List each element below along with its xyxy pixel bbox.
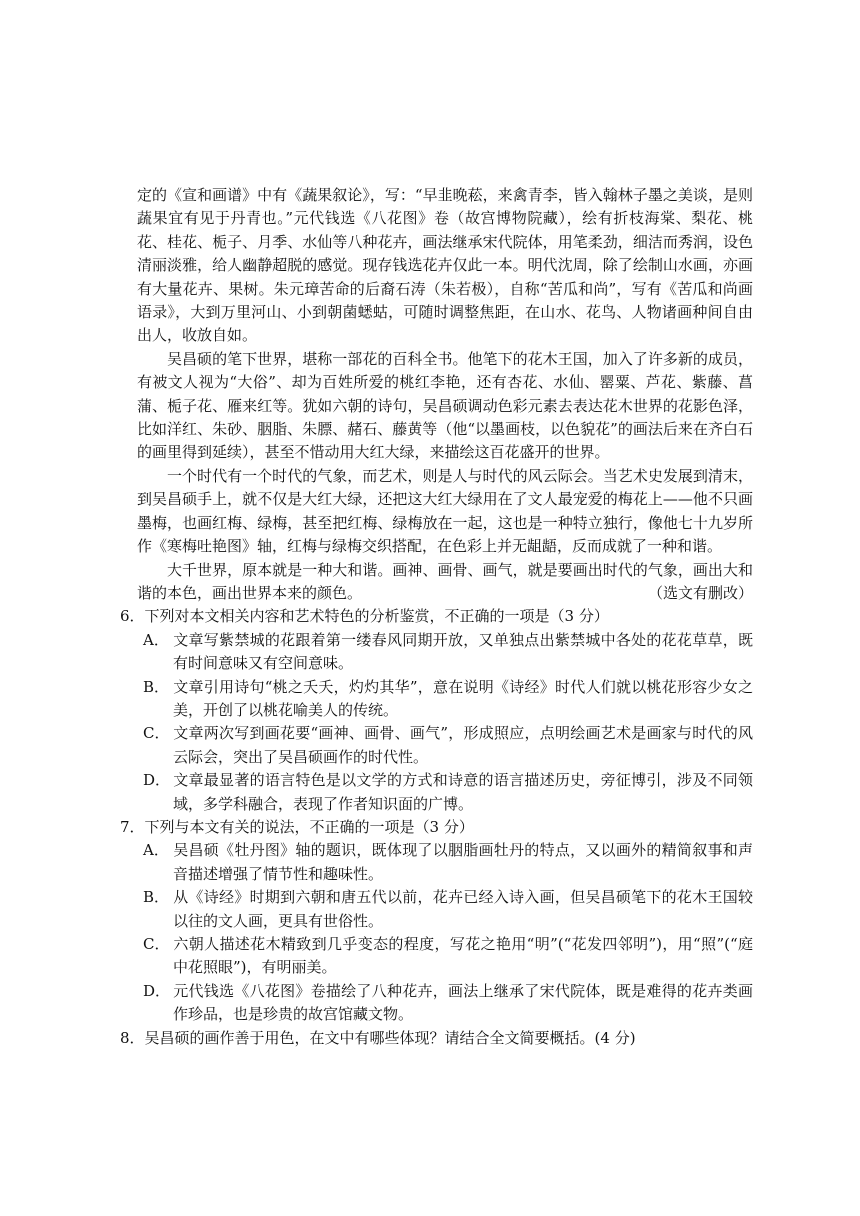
option-letter: B． — [143, 677, 170, 696]
passage-paragraph-1: 定的《宣和画谱》中有《蔬果叙论》，写：“早韭晚菘，来禽青李，皆入翰林子墨之美谈，是则蔬果宜有见于丹青也。”元代钱选《八花图》卷（故宫博物院藏），绘有折枝海棠、梨花、桃花、桂花、栀子、月季、水仙等八种花卉，画法继承宋代院体，用笔柔劲，细洁而秀润，设色清丽淡雅，给人幽静超脱的感觉。现存钱选花卉仅此一本。明代沈周，除了绘制山水画，亦画有大量花卉、果树。朱元璋苦命的后裔石涛（朱若极），自称“苦瓜和尚”，写有《苦瓜和尚画语录》，大到万里河山、小到朝菌蟋蛄，可随时调整焦距，在山水、花鸟、人物诸画种间自由出人，收放自如。 — [137, 186, 753, 345]
question-6-stem: 6．下列对本文相关内容和艺术特色的分析鉴赏，不正确的一项是（3 分） — [120, 607, 609, 626]
question-6-option-a[interactable] — [143, 629, 753, 676]
question-7-option-b[interactable] — [143, 886, 753, 933]
option-letter: D． — [143, 981, 171, 1000]
source-note: （选文有删改） — [647, 583, 753, 602]
question-6 — [120, 605, 753, 816]
passage-paragraph-3: 一个时代有一个时代的气象，而艺术，则是人与时代的风云际会。当艺术史发展到清末，到吴昌硕手上，就不仅是大红大绿，还把这大红大绿用在了文人最宠爱的梅花上——他不只画墨梅，也画红梅、绿梅，甚至把红梅、绿梅放在一起，这也是一种特立独行，像他七十九岁所作《寒梅吐艳图》轴，红梅与绿梅交织搭配，在色彩上并无龃龉，反而成就了一种和谐。 — [137, 466, 753, 556]
option-text: 文章最显著的语言特色是以文学的方式和诗意的语言描述历史，旁征博引，涉及不同领域，多学科融合，表现了作者知识面的广博。 — [173, 771, 753, 813]
option-letter: C． — [143, 724, 170, 743]
question-7-option-c[interactable] — [143, 933, 753, 980]
passage-paragraph-4 — [137, 559, 753, 606]
option-letter: A． — [143, 630, 169, 649]
question-7-option-a[interactable] — [143, 839, 753, 886]
question-6-option-b[interactable] — [143, 676, 753, 723]
question-8-stem: 8．吴昌硕的画作善于用色，在文中有哪些体现？请结合全文简要概括。(4 分) — [120, 1028, 636, 1047]
question-7-option-d[interactable] — [143, 980, 753, 1027]
question-6-option-c[interactable] — [143, 722, 753, 769]
option-letter: B． — [143, 888, 170, 907]
option-text: 从《诗经》时期到六朝和唐五代以前，花卉已经入诗入画，但吴昌硕笔下的花木王国较以往的文人画，更具有世俗性。 — [173, 888, 753, 930]
option-text: 文章引用诗句“桃之夭夭，灼灼其华”，意在说明《诗经》时代人们就以桃花形容少女之美，开创了以桃花喻美人的传统。 — [173, 677, 753, 719]
option-letter: A． — [143, 841, 169, 860]
question-7-stem: 7．下列与本文有关的说法，不正确的一项是（3 分） — [120, 817, 474, 836]
passage-paragraph-2: 吴昌硕的笔下世界，堪称一部花的百科全书。他笔下的花木王国，加入了许多新的成员，有被文人视为“大俗”、却为百姓所爱的桃红李艳，还有杏花、水仙、罂粟、芦花、紫藤、菖蒲、栀子花、雁来红等。犹如六朝的诗句，吴昌硕调动色彩元素去表达花木世界的花影色泽，比如洋红、朱砂、胭脂、朱膘、赭石、藤黄等（他“以墨画枝，以色貌花”的画法后来在齐白石的画里得到延续），甚至不惜动用大红大绿，来描绘这百花盛开的世界。 — [137, 349, 753, 462]
option-text: 六朝人描述花木精致到几乎变态的程度，写花之艳用“明”(“花发四邻明”)，用“照”(“庭中花照眼”)，有明丽美。 — [173, 935, 753, 977]
question-6-option-d[interactable] — [143, 769, 753, 816]
option-text: 文章写紫禁城的花跟着第一缕春风同期开放，又单独点出紫禁城中各处的花花草草，既有时间意味又有空间意味。 — [173, 630, 753, 673]
option-text: 元代钱选《八花图》卷描绘了八种花卉，画法上继承了宋代院体，既是难得的花卉类画作珍品，也是珍贵的故宫馆藏文物。 — [173, 981, 753, 1024]
reading-passage — [120, 184, 753, 1050]
option-letter: D． — [143, 771, 171, 790]
option-letter: C． — [143, 935, 170, 953]
option-text: 吴昌硕《牡丹图》轴的题识，既体现了以胭脂画牡丹的特点，又以画外的精简叙事和声音描述增强了情节性和趣味性。 — [173, 841, 753, 883]
passage-paragraph-4-text: 大千世界，原本就是一种大和谐。画神、画骨、画气，就是要画出时代的气象，画出大和谐的本色，画出世界本来的颜色。 — [137, 560, 753, 602]
question-8 — [120, 1027, 753, 1050]
question-7 — [120, 816, 753, 1027]
option-text: 文章两次写到画花要“画神、画骨、画气”，形成照应，点明绘画艺术是画家与时代的风云际会，突出了吴昌硕画作的时代性。 — [173, 724, 753, 766]
